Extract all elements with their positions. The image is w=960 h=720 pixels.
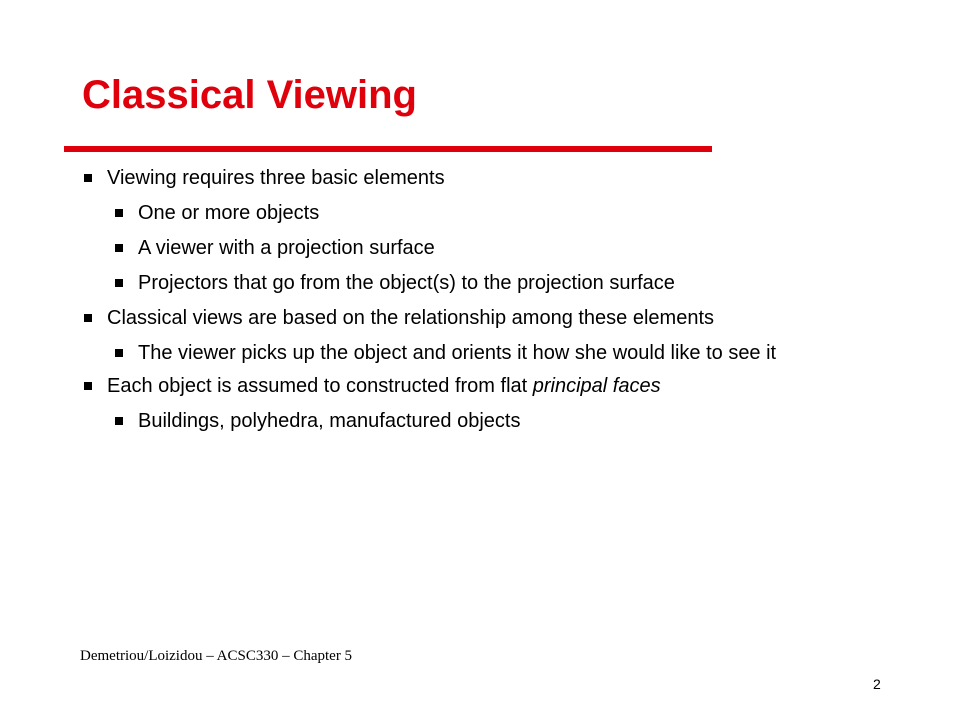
square-bullet-icon xyxy=(84,382,92,390)
page-number: 2 xyxy=(873,676,881,692)
bullet-text: The viewer picks up the object and orients it how she would like to see it xyxy=(138,342,777,364)
title-underline xyxy=(64,146,712,152)
bullet-text: A viewer with a projection surface xyxy=(138,237,435,259)
bullet-text: Each object is assumed to constructed from flat xyxy=(107,375,533,397)
square-bullet-icon xyxy=(115,417,123,425)
square-bullet-icon xyxy=(115,349,123,357)
square-bullet-icon xyxy=(84,174,92,182)
bullet-text: Projectors that go from the object(s) to the projection surface xyxy=(138,272,675,294)
bullet-list xyxy=(80,166,880,444)
bullet-item xyxy=(80,166,880,190)
bullet-item xyxy=(80,374,880,398)
sub-bullet-item xyxy=(111,341,880,365)
sub-bullet-item xyxy=(111,201,880,225)
bullet-item xyxy=(80,306,880,330)
square-bullet-icon xyxy=(115,244,123,252)
sub-bullet-item xyxy=(111,236,880,260)
slide-title: Classical Viewing xyxy=(82,73,417,117)
bullet-emphasis: principal faces xyxy=(532,375,661,397)
square-bullet-icon xyxy=(84,314,92,322)
square-bullet-icon xyxy=(115,209,123,217)
square-bullet-icon xyxy=(115,279,123,287)
bullet-text: One or more objects xyxy=(138,202,320,224)
sub-bullet-item xyxy=(111,409,880,433)
slide-footer: Demetriou/Loizidou – ACSC330 – Chapter 5 xyxy=(80,648,353,664)
sub-bullet-item xyxy=(111,271,880,295)
bullet-text: Buildings, polyhedra, manufactured objects xyxy=(138,410,521,432)
bullet-text: Classical views are based on the relationship among these elements xyxy=(107,307,715,329)
bullet-text: Viewing requires three basic elements xyxy=(107,167,445,189)
